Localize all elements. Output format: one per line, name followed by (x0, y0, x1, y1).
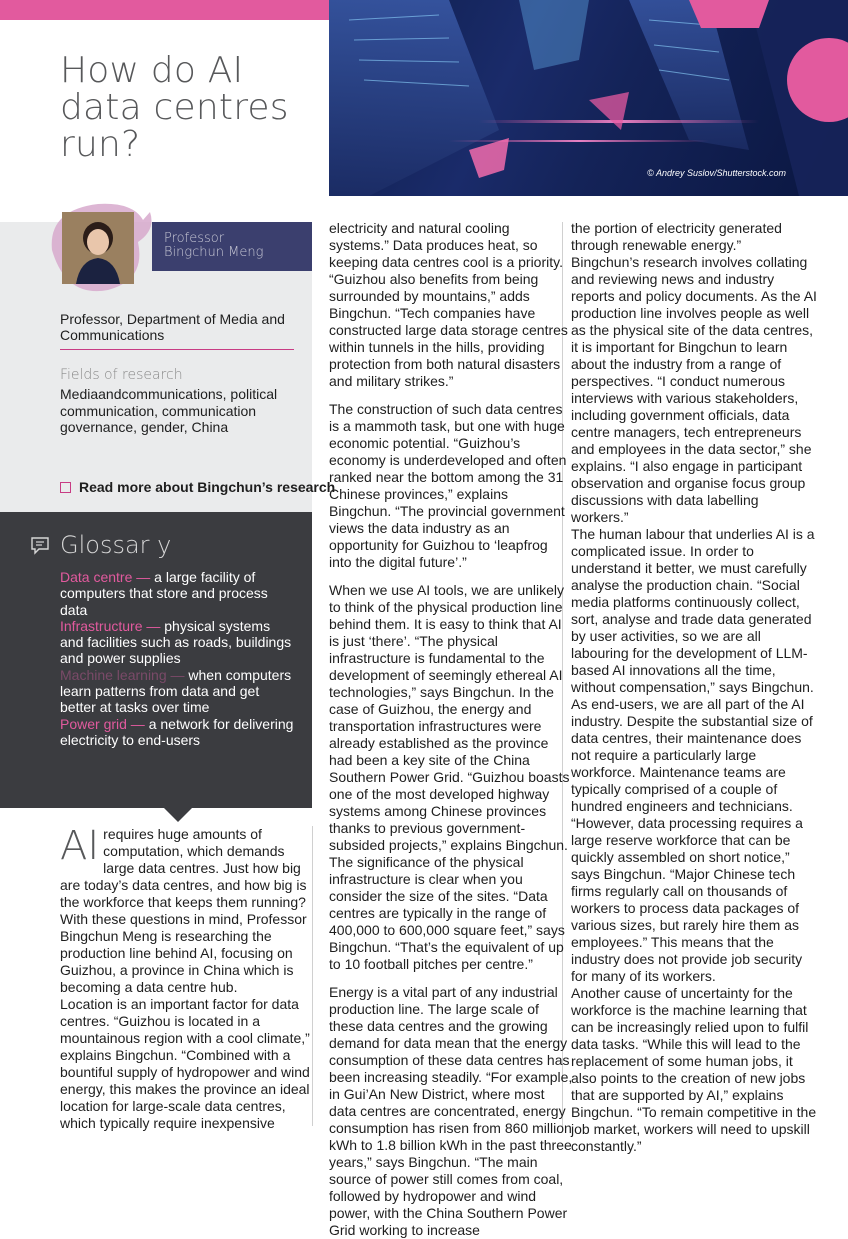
title-line-3: run? (60, 124, 141, 165)
read-more-link[interactable] (60, 479, 335, 495)
divider (60, 349, 294, 350)
glossary-definition: a large facility of computers that store and process data (60, 569, 268, 618)
article-paragraph: electricity and natural cooling systems.” Data produces heat, so keeping data centres cool is a priority. “Guizhou also benefits from being surrounded by mountains,” adds Bingchun. “Tech companies have constructed large data storage centres within tunnels in the hills, providing protection from both natural disasters and military strikes.” (329, 220, 568, 389)
profile-role: Professor, Department of Media and Communications (60, 311, 285, 343)
drop-cap: AI (60, 823, 100, 869)
profile-full-name: Bingchun Meng (164, 245, 264, 260)
title-line-1: How do AI (60, 50, 244, 91)
profile-title: Professor (164, 231, 225, 246)
fields-text: Mediaandcommunications, political communication, communication governance, gender, China (60, 386, 278, 435)
avatar-frame (38, 190, 158, 300)
article-column-1 (60, 823, 317, 1132)
glossary-item (60, 618, 296, 667)
article-paragraph: Bingchun’s research involves collating and reviewing news and industry reports and policy documents. As the AI production line involves people as well as the physical site of the data centres, it is important for Bingchun to learn about the industry from a range of perspectives. “I conduct numerous interviews with various stakeholders, including government officials, data centre managers, tech entrepreneurs and employees in the data sector,” she explains. “I also engage in participant observation and organise focus group discussions with data labelling workers.” (571, 254, 817, 525)
read-more-label: Read more about Bingchun’s research (79, 479, 336, 495)
link-box-icon (60, 482, 71, 493)
glossary-definition: when computers learn patterns from data and get better at tasks over time (60, 666, 292, 716)
article-column-2 (329, 220, 573, 1239)
glossary-title: Glossar y (60, 531, 172, 559)
avatar (62, 212, 134, 284)
title-line-2: data centres (60, 87, 289, 128)
article-paragraph: Location is an important factor for data centres. “Guizhou is located in a mountainous region with a cool climate,” explains Bingchun. “Combined with a bountiful supply of hydropower and wind energy, this makes the province an ideal location for large-scale data centres, which typically require inexpensive (60, 996, 310, 1131)
article-paragraph: requires huge amounts of computation, which demands large data centres. Just how big are today’s data centres, and how big is the workforce that keeps them running? With these questions in mind, Professor Bingchun Meng is researching the production line behind AI, focusing on Guizhou, a province in China which is becoming a data centre hub. (60, 826, 307, 995)
article-paragraph: The human labour that underlies AI is a complicated issue. In order to understand it better, we must carefully analyse the production chain. “Social media platforms continuously collect, sort, analyse and trade data generated by user activities, so we are all labouring for the development of LLM-based AI innovations all the time, without compensation,” says Bingchun. As end-users, we are all part of the AI industry. Despite the substantial size of data centres, their maintenance does not require a particularly large workforce. Maintenance teams are typically comprised of a couple of hundred engineers and technicians. “However, data processing requires a large reserve workforce that can be quickly assembled on short notice,” says Bingchun. “Major Chinese tech firms regularly call on thousands of workers to process data packages of various sizes, but rarely hire them as employees.” This means that the industry does not provide job security for many of its workers. (571, 526, 815, 984)
article-title (60, 52, 320, 163)
glossary-term: Power grid — (60, 715, 145, 732)
profile-name (164, 232, 263, 260)
glossary-item (60, 716, 296, 749)
article-paragraph: Energy is a vital part of any industrial production line. The large scale of these data centres and the growing demand for data mean that the energy consumption of these data centres has been increasing steadily. “For example, in Gui’An New District, where most data centres are concentrated, energy consumption has risen from 860 million kWh to 1.8 billion kWh in the past three years,” says Bingchun. “The main source of power still comes from coal, followed by hydropower and wind power, with the China Southern Power Grid working to increase (329, 984, 573, 1238)
image-credit: © Andrey Suslov/Shutterstock.com (647, 168, 786, 178)
glossary-definition: a network for delivering electricity to end-users (60, 715, 294, 748)
article-paragraph: When we use AI tools, we are unlikely to think of the physical production line behind them. It is easy to think that AI is just ‘there’. “The physical infrastructure is fundamental to the development of seemingly ethereal AI technologies,” says Bingchun. In the case of Guizhou, the energy and transportation infrastructures were already established as the province had been a key site of the China Southern Power Grid. “Guizhou boasts one of the most developed highway systems among Chinese provinces thanks to previous government-subsided projects,” explains Bingchun. The significance of the physical infrastructure is clear when you consider the size of the sites. “Data centres are typically in the range of 400,000 to 600,000 square feet,” says Bingchun. “That’s the equivalent of up to 10 football pitches per centre.” (329, 582, 570, 972)
glossary-term: Data centre — (60, 569, 151, 585)
article-paragraph: Another cause of uncertainty for the workforce is the machine learning that can be increasingly relied upon to fulfil data tasks. “While this will lead to the replacement of some human jobs, it also points to the creation of new jobs that are supported by AI,” explains Bingchun. “To remain competitive in the job market, workers will need to upskill constantly.” (571, 985, 817, 1154)
glossary-term: Machine learning — (60, 666, 185, 683)
article-paragraph: the portion of electricity generated through renewable energy.” (571, 220, 782, 253)
glossary-term: Infrastructure — (60, 617, 161, 634)
hero-image (329, 0, 848, 196)
glossary-definition: physical systems and facilities such as roads, buildings and power supplies (60, 617, 292, 667)
chat-bubble-icon (30, 536, 52, 556)
glossary-item (60, 667, 296, 716)
glossary-notch (163, 807, 193, 822)
article-column-3 (571, 220, 817, 1155)
article-paragraph: The construction of such data centres is a mammoth task, but one with huge economic potential. “Guizhou’s economy is underdeveloped and often ranked near the bottom among the 31 Chinese provinces,” explains Bingchun. “The provincial government views the data industry as an opportunity for Guizhou to ‘leapfrog into the digital future’.” (329, 401, 567, 570)
fields-label: Fields of research (60, 367, 183, 383)
server-room-image (329, 0, 848, 196)
glossary-item (60, 569, 296, 618)
glossary-list (60, 569, 296, 748)
